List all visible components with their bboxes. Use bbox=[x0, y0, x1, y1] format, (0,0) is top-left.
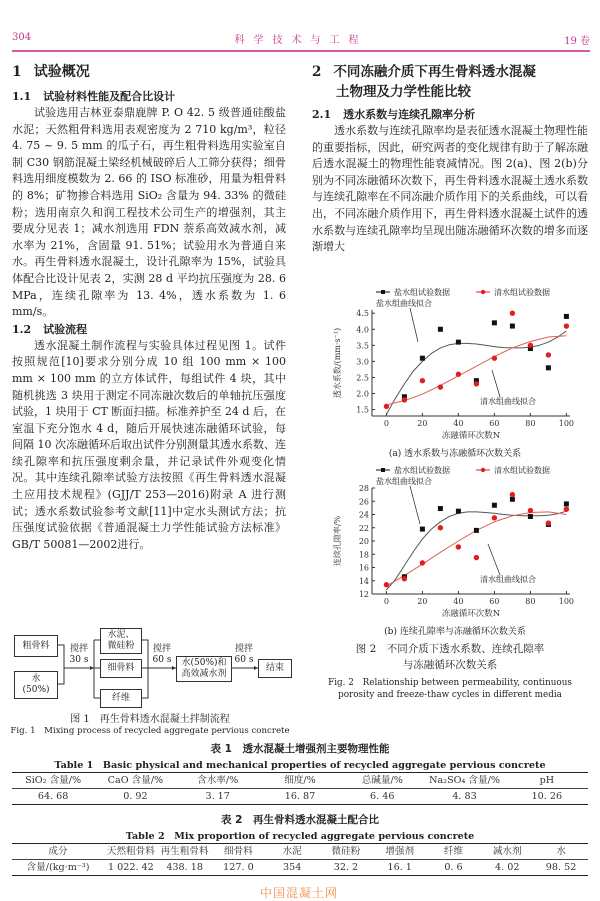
y-tick-label: 28 bbox=[358, 484, 369, 493]
table-cell: 16. 1 bbox=[373, 860, 427, 876]
volume-label: 19 卷 bbox=[564, 36, 590, 47]
box-label: 纤维 bbox=[111, 693, 130, 703]
table-2 bbox=[12, 843, 588, 876]
table-header-cell: 增强剂 bbox=[373, 844, 427, 860]
subsection-title: 透水系数与连续孔隙率分析 bbox=[343, 108, 476, 121]
step-1-label bbox=[64, 644, 94, 666]
data-point bbox=[438, 327, 443, 332]
box-label: 微硅粉 bbox=[107, 641, 135, 651]
table-header-cell: Na₂SO₄ 含量/% bbox=[423, 773, 505, 789]
data-point bbox=[402, 576, 407, 581]
data-point bbox=[528, 343, 533, 348]
box-water-reducer bbox=[176, 656, 232, 682]
legend-marker bbox=[481, 290, 485, 294]
annotation-arrow bbox=[410, 486, 420, 524]
data-point bbox=[456, 544, 461, 549]
data-point bbox=[510, 311, 515, 316]
step-2-label bbox=[147, 644, 177, 666]
box-label: 结束 bbox=[265, 663, 284, 673]
table-header-cell: 天然粗骨料 bbox=[104, 844, 158, 860]
legend-marker bbox=[381, 290, 385, 294]
y-tick-label: 4.5 bbox=[356, 309, 369, 319]
figure-2-caption-zh-2: 与冻融循环次数关系 bbox=[402, 659, 498, 671]
table-cell: 438. 18 bbox=[158, 860, 212, 876]
y-tick-label: 2.5 bbox=[356, 373, 369, 383]
subsection-number: 2.1 bbox=[312, 108, 332, 121]
subsection-number: 1.1 bbox=[12, 90, 32, 103]
y-tick-label: 3.5 bbox=[356, 341, 369, 351]
data-point bbox=[420, 356, 425, 361]
data-point bbox=[510, 324, 515, 329]
fit-curve bbox=[386, 331, 566, 415]
y-axis-label: 透水系数/(mm·s⁻¹) bbox=[333, 327, 342, 399]
data-point bbox=[420, 560, 425, 565]
step-time: 60 s bbox=[234, 655, 254, 665]
box-label: (50%) bbox=[22, 685, 50, 695]
y-tick-label: 3.0 bbox=[356, 357, 369, 367]
y-tick-label: 12 bbox=[358, 590, 369, 599]
table-header-cell: 水泥 bbox=[265, 844, 319, 860]
legend-label: 盐水组试验数据 bbox=[394, 288, 450, 297]
data-point bbox=[510, 492, 515, 497]
table-cell: 98. 52 bbox=[534, 860, 588, 876]
x-tick-label: 40 bbox=[453, 419, 464, 428]
table-1-caption-en: Table 1 Basic physical and mechanical properties of recycled aggregate pervious concrete bbox=[54, 760, 546, 771]
table-cell: 64. 68 bbox=[12, 789, 94, 805]
step-3-label bbox=[229, 644, 259, 666]
y-tick-label: 2.0 bbox=[356, 389, 369, 399]
data-point bbox=[510, 497, 515, 502]
legend-marker bbox=[381, 468, 385, 472]
table-header-cell: 总碱量/% bbox=[341, 773, 423, 789]
left-column bbox=[12, 62, 286, 622]
data-point bbox=[564, 323, 569, 328]
table-cell: 16. 87 bbox=[259, 789, 341, 805]
data-point bbox=[438, 506, 443, 511]
chart-porosity bbox=[330, 462, 580, 622]
table-header-cell: 纤维 bbox=[427, 844, 481, 860]
table-cell: 127. 0 bbox=[212, 860, 266, 876]
chart-permeability bbox=[330, 284, 580, 444]
data-point bbox=[528, 508, 533, 513]
y-tick-label: 18 bbox=[358, 550, 369, 560]
data-point bbox=[546, 520, 551, 525]
y-tick-label: 4.0 bbox=[356, 325, 369, 335]
data-point bbox=[456, 372, 461, 377]
section-number: 1 bbox=[12, 64, 22, 80]
y-tick-label: 1.5 bbox=[356, 405, 369, 415]
data-point bbox=[492, 503, 497, 508]
x-tick-label: 0 bbox=[383, 597, 389, 606]
table-header-cell: pH bbox=[506, 773, 588, 789]
data-point bbox=[564, 501, 569, 506]
y-tick-label: 20 bbox=[358, 537, 369, 546]
table-header-cell: SiO₂ 含量/% bbox=[12, 773, 94, 789]
subsection-1-1-heading bbox=[12, 88, 286, 105]
page-number: 304 bbox=[12, 32, 32, 43]
y-tick-label: 22 bbox=[358, 523, 369, 533]
data-point bbox=[456, 340, 461, 345]
box-label: 水泥、 bbox=[107, 630, 135, 640]
x-tick-label: 60 bbox=[489, 419, 500, 428]
table-header-cell: 水 bbox=[534, 844, 588, 860]
x-tick-label: 20 bbox=[417, 597, 428, 606]
box-coarse-aggregate bbox=[14, 635, 58, 657]
data-point bbox=[546, 365, 551, 370]
step-action: 搅拌 bbox=[69, 644, 88, 654]
table-1-caption-zh: 表 1 透水混凝土增强剂主要物理性能 bbox=[210, 743, 390, 755]
right-column bbox=[312, 62, 588, 280]
curve-annotation: 盐水组曲线拟合 bbox=[376, 299, 432, 308]
figure-2-caption-en-2: porosity and freeze-thaw cycles in different media bbox=[338, 690, 562, 700]
paragraph-permeability: 透水系数与连续孔隙率均是表征透水混凝土物理性能的重要指标，因此，研究两者的变化规律有助于了解冻融后透水混凝土的物理性能衰减情况。图 2(a)、图 2(b)分别为不同冻融循环次数下，再生骨料透水混凝土透水系数与连续孔隙率在不同冻融介质作用下的关系曲线，可以看出，不同冻融介质作用下，再生骨料透水混凝土试件的透水系数与连续孔隙率均呈现出随冻融循环次数的增多而逐渐增大 bbox=[312, 124, 588, 254]
annotation-arrow bbox=[410, 308, 418, 342]
box-label: 高效减水剂 bbox=[181, 669, 227, 679]
step-action: 搅拌 bbox=[152, 644, 171, 654]
section-number: 2 bbox=[312, 64, 322, 80]
box-label: 粗骨料 bbox=[22, 640, 50, 651]
figure-2-caption-en-1: Fig. 2 Relationship between permeability, continuous bbox=[328, 678, 572, 688]
chart-a-title: (a) 透水系数与冻融循环次数关系 bbox=[388, 449, 522, 459]
legend-label: 清水组试验数据 bbox=[494, 288, 550, 297]
table-row bbox=[12, 860, 588, 876]
table-2-caption-en: Table 2 Mix proportion of recycled aggregate pervious concrete bbox=[125, 831, 475, 842]
subsection-2-1-heading bbox=[312, 106, 588, 123]
subsection-title: 试验流程 bbox=[43, 322, 88, 336]
curve-annotation: 清水组曲线拟合 bbox=[480, 575, 536, 584]
table-header-cell: 细骨料 bbox=[212, 844, 266, 860]
x-tick-label: 40 bbox=[453, 597, 464, 606]
box-fiber bbox=[100, 689, 142, 708]
table-header-cell: 微硅粉 bbox=[319, 844, 373, 860]
subsection-1-2-heading bbox=[12, 321, 286, 338]
paragraph-materials: 试验选用吉林亚泰鼎鹿牌 P. O 42. 5 级普通硅酸盐水泥；天然粗骨料选用表观密度为 2 710 kg/m³，粒径 4. 75 ~ 9. 5 mm 的瓜子石，再生粗骨料选用实验室自制 C30 钢筋混凝土梁经机械破碎后人工筛分获得；细骨料选用细度模数为 2. 66 的 ISO 标准砂，用量为粗骨料的 8%；矿物掺合料选用 SiO₂ 含量为 94. 33% 的微硅粉；选用南京久和润工程技术公司生产的增强剂，其主要成分见表 1；减水剂选用 FDN 萘系高效减水剂，减水率为 21%，含固量 91. 51%；试验用水为普通自来水。再生骨料透水混凝土，设计孔隙率为 15%，试验具体配合比设计见表 2，实测 28 d 平均抗压强度为 28. 6 MPa，连续孔隙率为 13. 4%，透水系数为 1. 6 mm/s。 bbox=[12, 106, 286, 319]
box-cement-silica bbox=[100, 628, 142, 654]
x-tick-label: 60 bbox=[489, 597, 500, 606]
section-title: 不同冻融介质下再生骨料透水混凝 bbox=[333, 64, 536, 80]
table-header-cell: 减水剂 bbox=[480, 844, 534, 860]
fit-curve bbox=[386, 512, 566, 586]
box-label: 水(50%)和 bbox=[181, 658, 227, 668]
x-tick-label: 100 bbox=[558, 597, 575, 606]
fit-curve bbox=[386, 511, 566, 590]
table-cell: 0. 92 bbox=[94, 789, 176, 805]
section-2-heading bbox=[312, 62, 588, 82]
figure-1-flowchart bbox=[8, 628, 298, 708]
curve-annotation: 盐水组曲线拟合 bbox=[376, 477, 432, 486]
curve-annotation: 清水组曲线拟合 bbox=[480, 397, 536, 406]
x-tick-label: 100 bbox=[558, 419, 575, 428]
table-cell: 3. 17 bbox=[177, 789, 259, 805]
data-point bbox=[528, 514, 533, 519]
data-point bbox=[474, 381, 479, 386]
table-header-cell: 细度/% bbox=[259, 773, 341, 789]
data-point bbox=[402, 397, 407, 402]
y-tick-label: 16 bbox=[358, 563, 369, 573]
data-point bbox=[492, 320, 497, 325]
table-cell: 含量/(kg·m⁻³) bbox=[12, 860, 104, 876]
data-point bbox=[564, 314, 569, 319]
table-cell: 10. 26 bbox=[506, 789, 588, 805]
step-action: 搅拌 bbox=[234, 644, 253, 654]
y-tick-label: 26 bbox=[358, 497, 369, 507]
annotation-arrow bbox=[488, 544, 500, 575]
table-header-cell: 成分 bbox=[12, 844, 104, 860]
subsection-title: 试验材料性能及配合比设计 bbox=[43, 90, 176, 103]
step-time: 60 s bbox=[152, 655, 172, 665]
y-axis-label: 连续孔隙率/% bbox=[333, 515, 342, 567]
data-point bbox=[438, 525, 443, 530]
data-point bbox=[546, 352, 551, 357]
data-point bbox=[492, 355, 497, 360]
figure-1-caption-zh: 图 1 再生骨料透水混凝土拌制流程 bbox=[70, 714, 230, 725]
x-axis-label: 冻融循环次数N bbox=[441, 609, 501, 619]
data-point bbox=[492, 515, 497, 520]
x-tick-label: 80 bbox=[525, 597, 536, 606]
legend-marker bbox=[481, 468, 485, 472]
table-cell: 32. 2 bbox=[319, 860, 373, 876]
x-tick-label: 0 bbox=[383, 419, 389, 428]
annotation-arrow bbox=[492, 370, 500, 397]
table-header-cell: 含水率/% bbox=[177, 773, 259, 789]
section-1-heading bbox=[12, 62, 286, 82]
table-cell: 1 022. 42 bbox=[104, 860, 158, 876]
legend-label: 清水组试验数据 bbox=[494, 466, 550, 475]
journal-title: 科学技术与工程 bbox=[234, 35, 368, 46]
table-cell: 4. 02 bbox=[480, 860, 534, 876]
data-point bbox=[384, 404, 389, 409]
table-row bbox=[12, 789, 588, 805]
data-point bbox=[474, 555, 479, 560]
watermark: 中国混凝土网 bbox=[260, 886, 339, 900]
table-header-row bbox=[12, 773, 588, 789]
data-point bbox=[474, 528, 479, 533]
paragraph-procedure: 透水混凝土制作流程与实验具体过程见图 1。试件按照规范[10]要求分别分成 10 组 100 mm × 100 mm × 100 mm 的立方体试件，每组试件 4 块，其中随机挑选 3 块用于测定不同冻融次数后的单轴抗压强度试验，1 块用于 CT 断面扫描。标准养护至 24 d 后，在室温下充分饱水 4 d，随后开展快速冻融循环试验，每间隔 10 次冻融循环后取出试件分别测量其透水系数、连续孔隙率和抗压强度剩余量，并记录试件外观变化情况。其中连续孔隙率试验方法按照《再生骨料透水混凝土应用技术规程》(GJJ/T 253—2016)附录 A 进行测试；透水系数试验参考文献[11]中定水头测试方法；抗压强度试验依据《普通混凝土力学性能试验方法标准》GB/T 50081—2002进行。 bbox=[12, 338, 286, 551]
data-point bbox=[420, 378, 425, 383]
table-cell: 0. 6 bbox=[427, 860, 481, 876]
data-point bbox=[438, 384, 443, 389]
x-tick-label: 80 bbox=[525, 419, 536, 428]
step-time: 30 s bbox=[69, 655, 89, 665]
subsection-number: 1.2 bbox=[12, 322, 32, 336]
box-end bbox=[258, 659, 292, 678]
data-point bbox=[456, 509, 461, 514]
section-2-heading-line2: 土物理及力学性能比较 bbox=[336, 84, 471, 100]
section-title: 试验概况 bbox=[33, 64, 90, 80]
fit-curve bbox=[386, 336, 566, 405]
x-tick-label: 20 bbox=[417, 419, 428, 428]
x-axis-label: 冻融循环次数N bbox=[441, 431, 501, 441]
box-water bbox=[14, 671, 58, 699]
y-tick-label: 24 bbox=[358, 510, 369, 520]
table-2-caption-zh: 表 2 再生骨料透水混凝土配合比 bbox=[221, 814, 379, 826]
data-point bbox=[384, 582, 389, 587]
table-header-row bbox=[12, 844, 588, 860]
figure-1-caption-en: Fig. 1 Mixing process of recycled aggregate pervious concrete bbox=[10, 726, 290, 736]
box-label: 水 bbox=[31, 674, 41, 684]
running-header bbox=[12, 30, 590, 48]
y-tick-label: 14 bbox=[358, 576, 369, 586]
table-1 bbox=[12, 772, 588, 805]
table-cell: 354 bbox=[265, 860, 319, 876]
chart-b-title: (b) 连续孔隙率与冻融循环次数关系 bbox=[384, 627, 526, 637]
legend-label: 盐水组试验数据 bbox=[394, 466, 450, 475]
box-label: 细骨料 bbox=[107, 663, 135, 673]
header-rule bbox=[12, 50, 590, 52]
box-fine-aggregate bbox=[100, 659, 142, 678]
data-point bbox=[564, 507, 569, 512]
figure-2-caption-zh-1: 图 2 不同介质下透水系数、连续孔隙率 bbox=[355, 643, 545, 655]
table-header-cell: CaO 含量/% bbox=[94, 773, 176, 789]
data-point bbox=[420, 527, 425, 532]
table-cell: 4. 83 bbox=[423, 789, 505, 805]
table-cell: 6. 46 bbox=[341, 789, 423, 805]
table-header-cell: 再生粗骨料 bbox=[158, 844, 212, 860]
